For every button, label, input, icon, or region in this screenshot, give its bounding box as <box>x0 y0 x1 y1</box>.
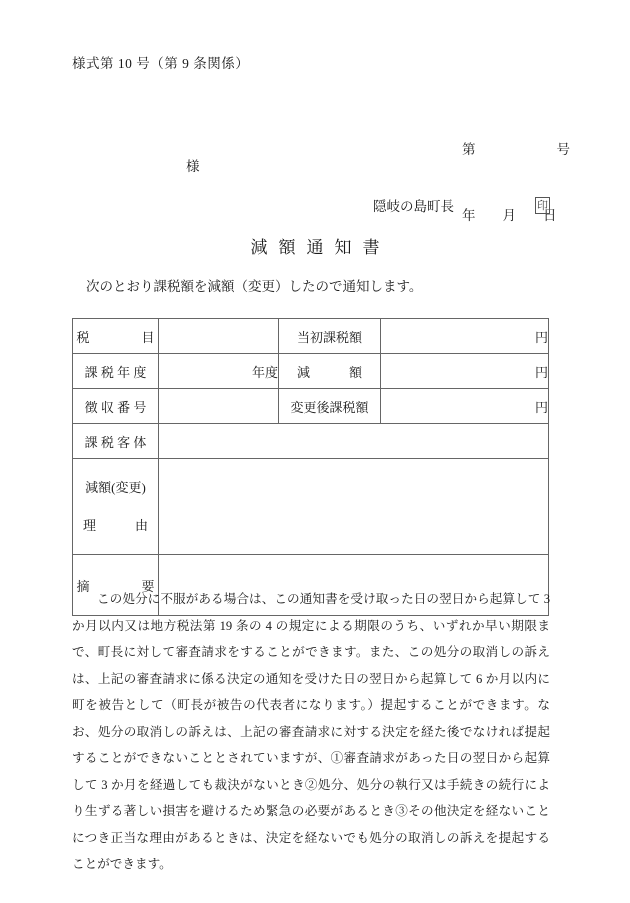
row-label-tax-item: 税 目 <box>73 319 159 354</box>
row-label-reduction-reason <box>73 459 159 555</box>
document-number-line: 第 号 <box>462 142 570 157</box>
issuer-row <box>373 195 550 215</box>
row-label-tax-year: 課 税 年 度 <box>73 354 159 389</box>
issuer-name: 隠岐の島町長 <box>373 199 454 214</box>
lead-sentence: 次のとおり課税額を減額（変更）したので通知します。 <box>86 279 423 294</box>
row-value-collection-number[interactable] <box>159 389 279 424</box>
row-label-reduction-reason-line2: 理 由 <box>82 518 148 533</box>
row-label-revised-tax-amount: 変更後課税額 <box>279 389 381 424</box>
table-row <box>73 389 549 424</box>
page-title: 減額通知書 <box>250 238 391 257</box>
row-label-reduction-reason-line1: 減額(変更) <box>85 480 146 495</box>
legal-notice-paragraph: この処分に不服がある場合は、この通知書を受け取った日の翌日から起算して 3 か月以内又は地方税法第 19 条の 4 の規定による期限のうち、いずれか早い期限まで、町長に対して審査請求をすることができます。また、この処分の取消しの訴えは、上記の審査請求に係る決定の通知を受けた日の翌日から起算して 6 か月以内に町を被告として（町長が被告の代表者になります。）提起することができます。なお、処分の取消しの訴えは、上記の審査請求に対する決定を経た後でなければ提起することができないこととされていますが、①審査請求があった日の翌日から起算して 3 か月を経過しても裁決がないとき②処分、処分の執行又は手続きの続行により生ずる著しい損害を避けるため緊急の必要があるとき③その他決定を経ないことにつき正当な理由があるときは、決定を経ないでも処分の取消しの訴えを提起することができます。 <box>72 592 550 871</box>
row-value-revised-tax-amount[interactable]: 円 <box>381 389 549 424</box>
row-value-initial-tax-amount[interactable]: 円 <box>381 319 549 354</box>
table-row <box>73 354 549 389</box>
row-label-remarks: 摘 要 <box>73 555 159 616</box>
row-label-initial-tax-amount: 当初課税額 <box>279 319 381 354</box>
row-value-tax-item[interactable] <box>159 319 279 354</box>
table-row <box>73 424 549 459</box>
seal-stamp-icon: 印 <box>535 197 550 214</box>
row-value-tax-year[interactable]: 年度 <box>159 354 279 389</box>
row-label-reduction-amount: 減 額 <box>279 354 381 389</box>
addressee-honorific: 様 <box>186 159 200 174</box>
table-row <box>73 319 549 354</box>
row-value-tax-object[interactable] <box>159 424 549 459</box>
row-value-reduction-amount[interactable]: 円 <box>381 354 549 389</box>
tax-reduction-table <box>72 318 549 616</box>
row-label-collection-number: 徴 収 番 号 <box>73 389 159 424</box>
row-value-reduction-reason[interactable] <box>159 459 549 555</box>
form-number: 様式第 10 号（第 9 条関係） <box>72 56 250 71</box>
row-label-tax-object: 課 税 客 体 <box>73 424 159 459</box>
document-date-line: 年 月 日 <box>462 208 557 223</box>
table-row <box>73 459 549 555</box>
